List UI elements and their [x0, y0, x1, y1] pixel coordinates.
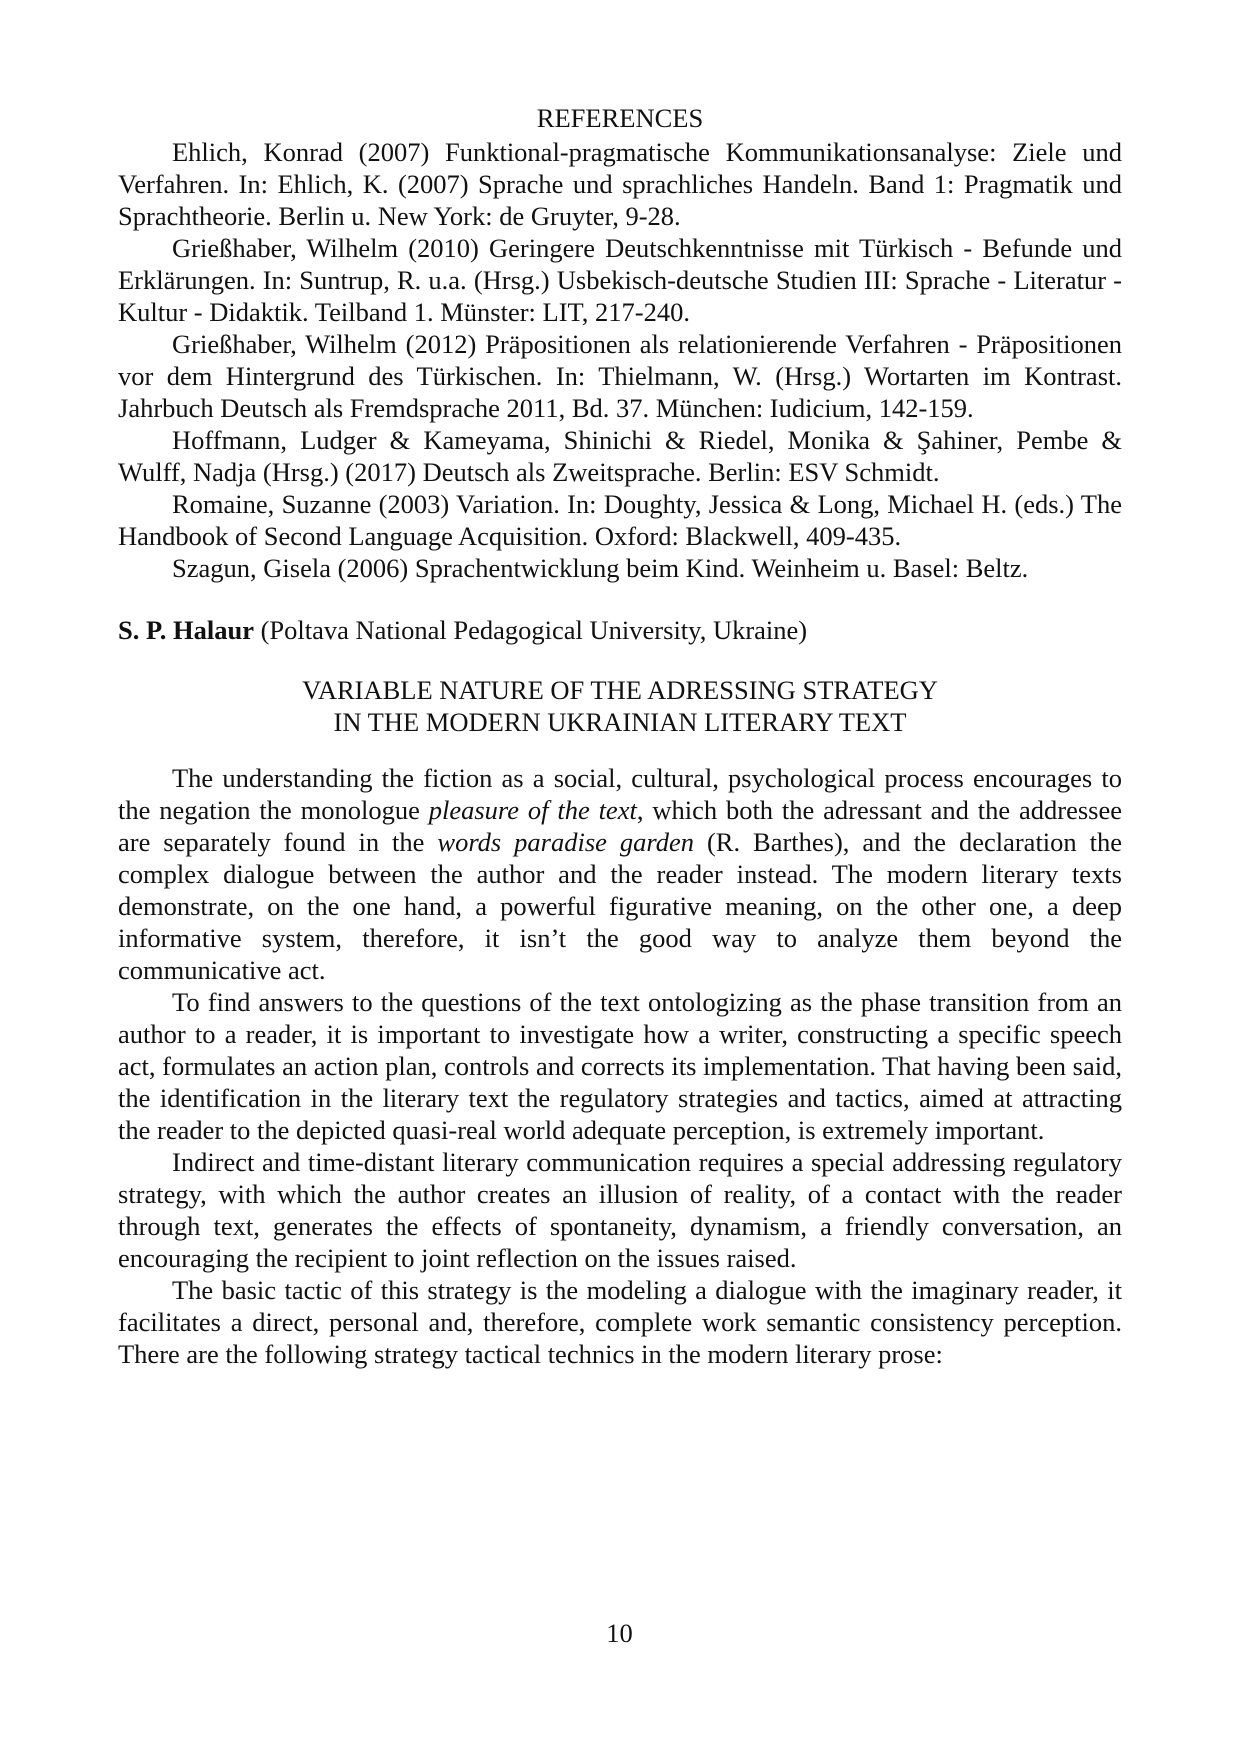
reference-entry: Grießhaber, Wilhelm (2012) Präpositionen als relationierende Verfahren - Präpositionen vor dem Hintergrund des Türkischen. In: Thielmann, W. (Hrsg.) Wortarten im Kontrast. Jahrbuch Deutsch als Fremdsprache 2011, Bd. 37. München: Iudicium, 142-159.: [118, 329, 1122, 423]
author-affiliation: (Poltava National Pedagogical University, Ukraine): [253, 615, 808, 645]
reference-entry: Hoffmann, Ludger & Kameyama, Shinichi & Riedel, Monika & Şahiner, Pembe & Wulff, Nadja (Hrsg.) (2017) Deutsch als Zweitsprache. Berlin: ESV Schmidt.: [118, 425, 1122, 487]
article-title-line: VARIABLE NATURE OF THE ADRESSING STRATEGY: [302, 675, 938, 705]
paragraph-text: (R. Barthes), and the declaration the complex dialogue between the author and the reader instead. The modern literary texts demonstrate, on the one hand, a powerful figurative meaning, on the other one, a deep informative system, therefore, it isn’t the good way to analyze them beyond the communicative act.: [118, 827, 1122, 985]
italic-phrase: pleasure of the text: [428, 795, 637, 825]
paragraph-text: The understanding the fiction as a social, cultural, psychological process encourages to the negation the monologue: [118, 763, 1122, 825]
paragraph-text: , which both the adressant and the addressee are separately found in the: [118, 795, 1122, 857]
reference-entry: Szagun, Gisela (2006) Sprachentwicklung beim Kind. Weinheim u. Basel: Beltz.: [172, 553, 1029, 583]
author-name: S. P. Halaur: [118, 615, 254, 645]
body-paragraph: Indirect and time-distant literary communication requires a special addressing regulatory strategy, with which the author creates an illusion of reality, of a contact with the reader through text, generates the effects of spontaneity, dynamism, a friendly conversation, an encouraging the recipient to joint reflection on the issues raised.: [118, 1147, 1122, 1273]
references-heading: REFERENCES: [536, 103, 704, 133]
body-paragraph: The basic tactic of this strategy is the modeling a dialogue with the imaginary reader, it facilitates a direct, personal and, therefore, complete work semantic consistency perception. There are the following strategy tactical technics in the modern literary prose:: [118, 1275, 1122, 1369]
reference-entry: Grießhaber, Wilhelm (2010) Geringere Deutschkenntnisse mit Türkisch - Befunde und Erklärungen. In: Suntrup, R. u.a. (Hrsg.) Usbekisch-deutsche Studien III: Sprache - Literatur - Kultur - Didaktik. Teilband 1. Münster: LIT, 217-240.: [118, 233, 1122, 327]
article-title: [118, 674, 1122, 738]
body-paragraph: [118, 762, 1122, 986]
article-title-line: IN THE MODERN UKRAINIAN LITERARY TEXT: [333, 707, 907, 737]
page-number: 10: [606, 1618, 633, 1648]
author-line: [118, 614, 1122, 646]
reference-entry: Ehlich, Konrad (2007) Funktional-pragmatische Kommunikationsanalyse: Ziele und Verfahren. In: Ehlich, K. (2007) Sprache und sprachliches Handeln. Band 1: Pragmatik und Sprachtheorie. Berlin u. New York: de Gruyter, 9-28.: [118, 137, 1122, 231]
italic-phrase: words paradise garden: [437, 827, 694, 857]
reference-list: [118, 136, 1122, 584]
reference-entry: Romaine, Suzanne (2003) Variation. In: Doughty, Jessica & Long, Michael H. (eds.) The Handbook of Second Language Acquisition. Oxford: Blackwell, 409-435.: [118, 489, 1122, 551]
body-paragraph: To find answers to the questions of the text ontologizing as the phase transition from an author to a reader, it is important to investigate how a writer, constructing a specific speech act, formulates an action plan, controls and corrects its implementation. That having been said, the identification in the literary text the regulatory strategies and tactics, aimed at attracting the reader to the depicted quasi-real world adequate perception, is extremely important.: [118, 987, 1122, 1145]
page-content: [118, 102, 1122, 1370]
